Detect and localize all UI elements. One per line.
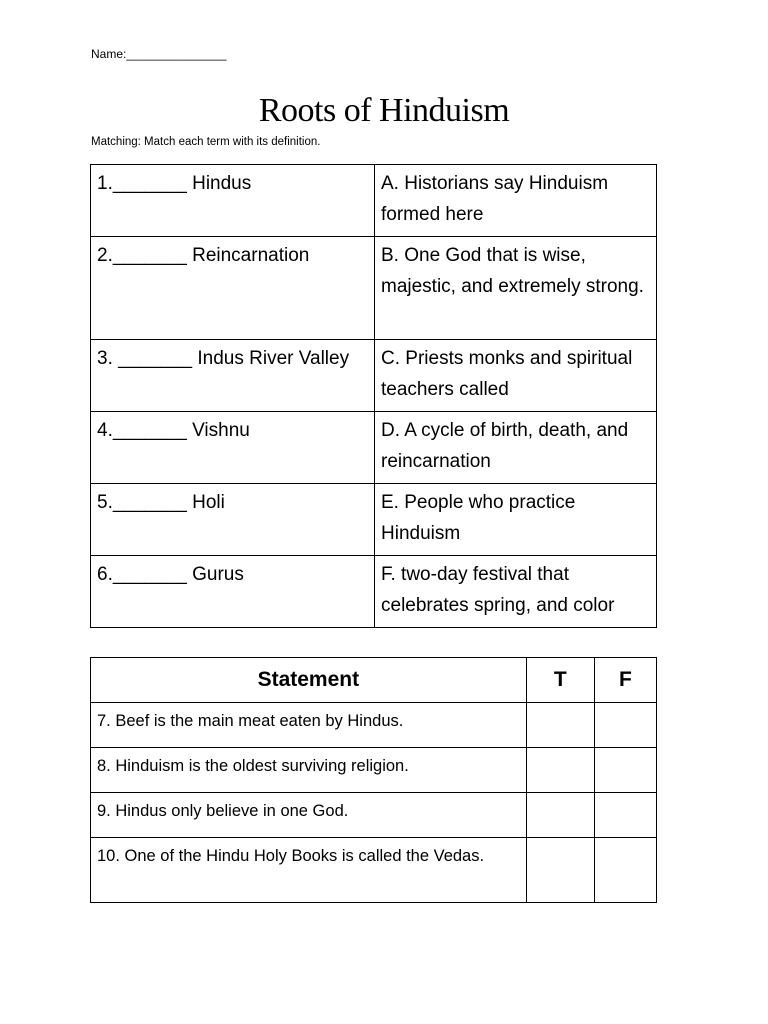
matching-row	[91, 237, 657, 340]
statement-row	[91, 838, 657, 903]
matching-term: 1._______ Hindus	[91, 165, 375, 237]
statement-text: 8. Hinduism is the oldest surviving religion.	[91, 748, 527, 793]
matching-row	[91, 165, 657, 237]
name-field-label: Name:_______________	[91, 47, 227, 61]
matching-term: 5._______ Holi	[91, 484, 375, 556]
matching-row	[91, 556, 657, 628]
statement-text: 10. One of the Hindu Holy Books is called the Vedas.	[91, 838, 527, 903]
false-answer-cell	[594, 748, 656, 793]
false-answer-cell	[594, 838, 656, 903]
matching-row	[91, 412, 657, 484]
false-answer-cell	[594, 793, 656, 838]
false-answer-cell	[594, 703, 656, 748]
statement-row	[91, 793, 657, 838]
true-answer-cell	[526, 748, 594, 793]
page-title: Roots of Hinduism	[258, 92, 510, 129]
true-answer-cell	[526, 838, 594, 903]
true-answer-cell	[526, 793, 594, 838]
statement-text: 7. Beef is the main meat eaten by Hindus.	[91, 703, 527, 748]
matching-definition: D. A cycle of birth, death, and reincarnation	[375, 412, 657, 484]
statement-header: Statement	[91, 658, 527, 703]
matching-definition: C. Priests monks and spiritual teachers called	[375, 340, 657, 412]
statement-text: 9. Hindus only believe in one God.	[91, 793, 527, 838]
matching-row	[91, 484, 657, 556]
matching-row	[91, 340, 657, 412]
matching-term: 3. _______ Indus River Valley	[91, 340, 375, 412]
matching-term: 2._______ Reincarnation	[91, 237, 375, 340]
false-header: F	[594, 658, 656, 703]
matching-term: 6._______ Gurus	[91, 556, 375, 628]
matching-definition: B. One God that is wise, majestic, and extremely strong.	[375, 237, 657, 340]
matching-table	[90, 164, 657, 628]
true-false-table	[90, 657, 657, 903]
matching-definition: A. Historians say Hinduism formed here	[375, 165, 657, 237]
true-false-header-row	[91, 658, 657, 703]
matching-definition: F. two-day festival that celebrates spring, and color	[375, 556, 657, 628]
matching-instructions: Matching: Match each term with its definition.	[91, 136, 321, 148]
matching-definition: E. People who practice Hinduism	[375, 484, 657, 556]
statement-row	[91, 748, 657, 793]
true-answer-cell	[526, 703, 594, 748]
matching-term: 4._______ Vishnu	[91, 412, 375, 484]
statement-row	[91, 703, 657, 748]
true-header: T	[526, 658, 594, 703]
